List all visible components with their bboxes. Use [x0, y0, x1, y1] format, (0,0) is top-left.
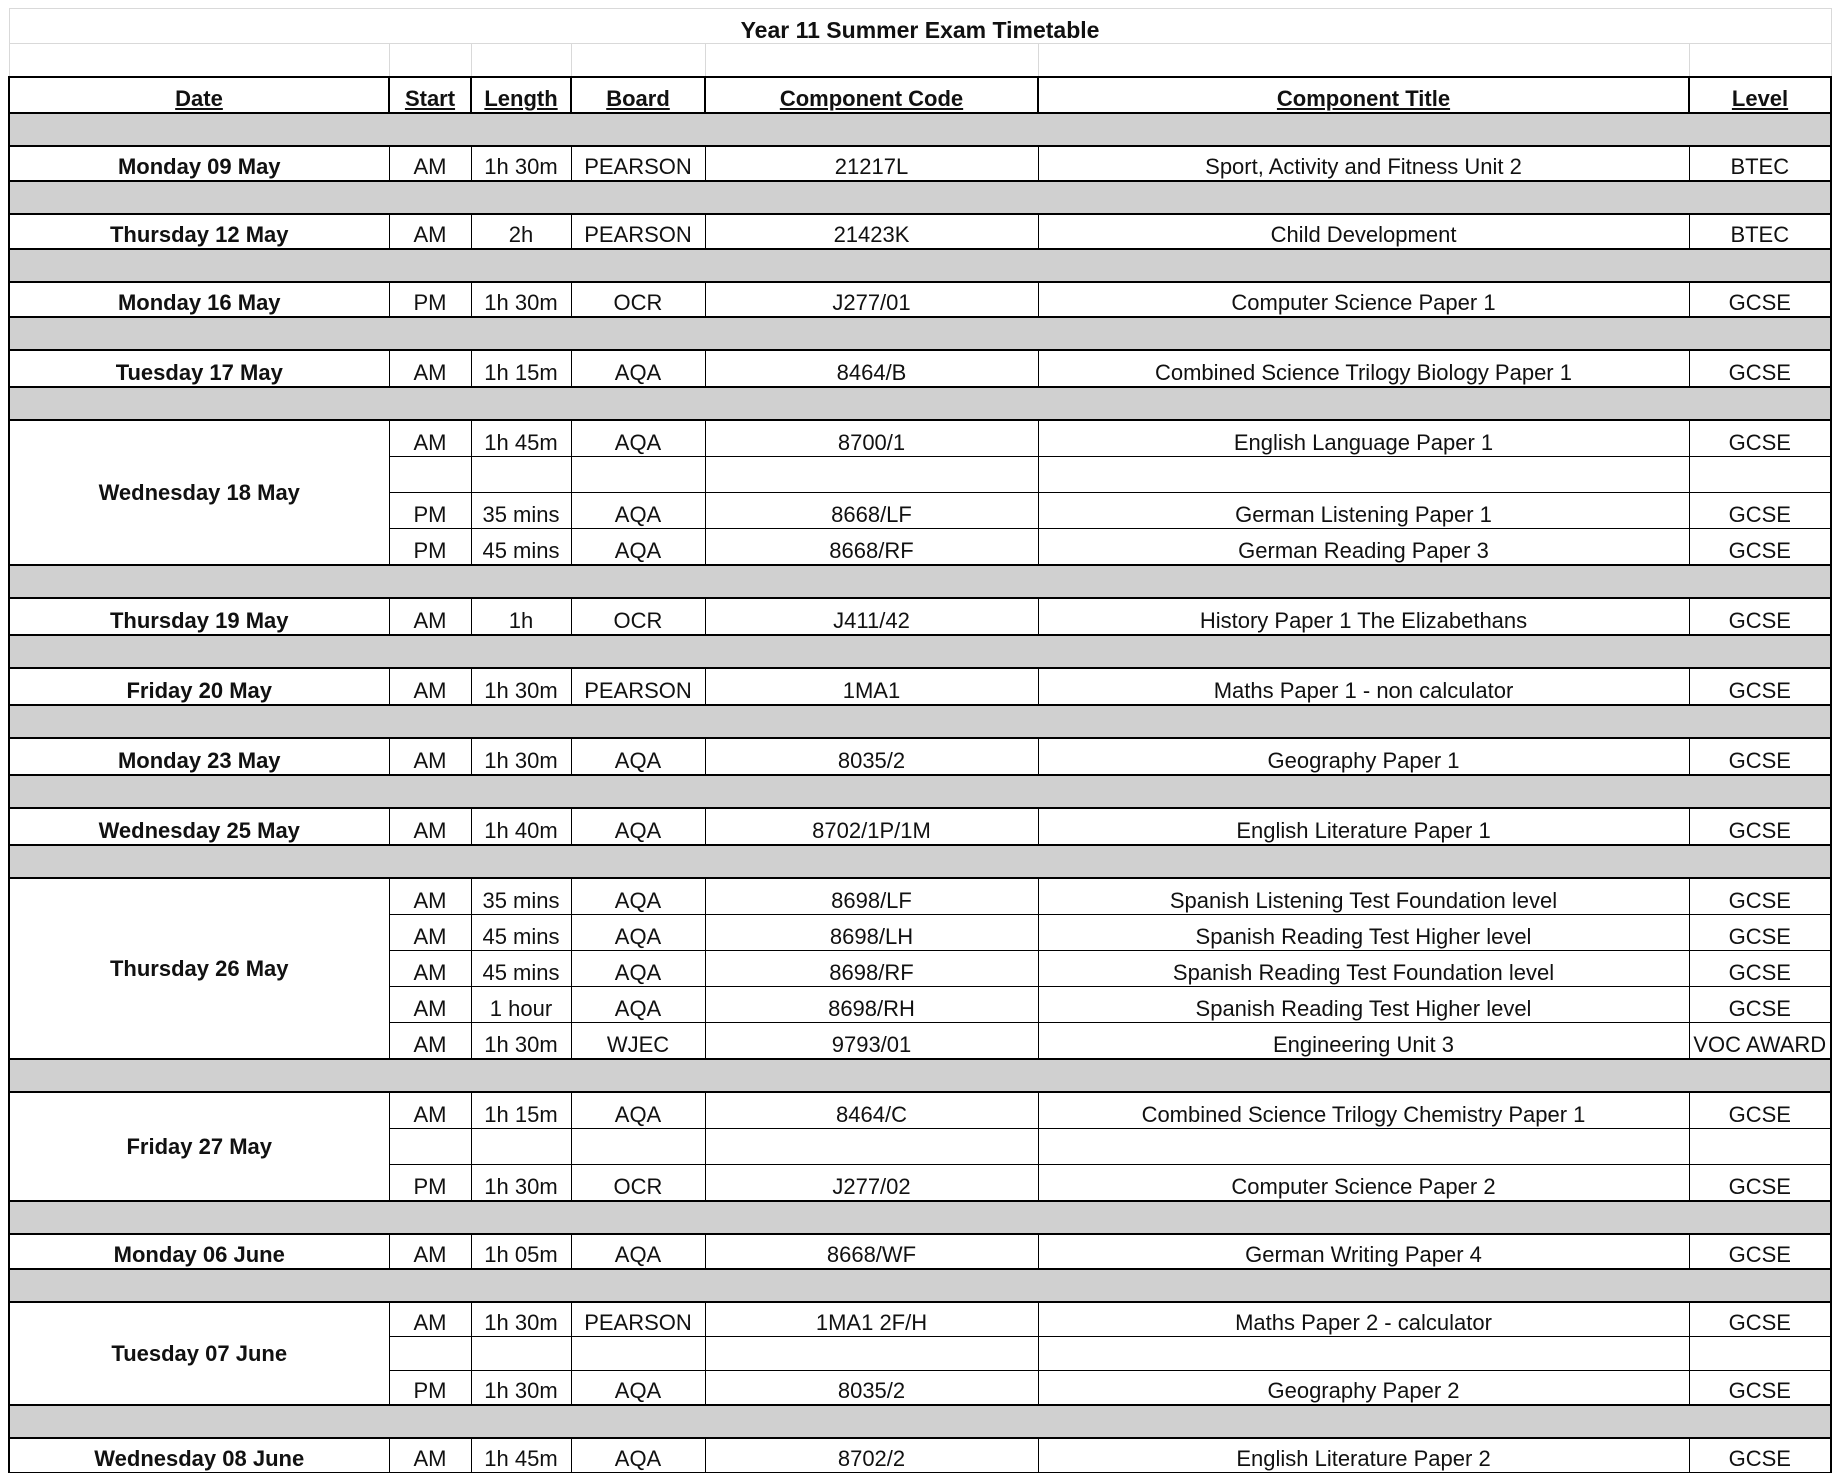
exam-row [9, 738, 1831, 775]
separator-row [9, 1269, 1831, 1302]
length-cell: 45 mins [471, 951, 571, 987]
header-row [9, 77, 1831, 113]
exam-row [9, 1234, 1831, 1269]
date-cell: Thursday 19 May [9, 598, 389, 635]
level-cell: GCSE [1689, 1234, 1831, 1269]
board-cell [571, 1129, 705, 1165]
length-cell: 1h 30m [471, 1371, 571, 1406]
component-code-cell: 8464/B [705, 350, 1038, 387]
level-cell: VOC AWARD [1689, 1023, 1831, 1060]
component-title-cell: Geography Paper 1 [1038, 738, 1689, 775]
level-cell: GCSE [1689, 1302, 1831, 1337]
length-cell [471, 1337, 571, 1371]
length-cell: 1 hour [471, 987, 571, 1023]
component-title-cell: Computer Science Paper 1 [1038, 282, 1689, 317]
board-cell: AQA [571, 529, 705, 566]
start-cell [389, 1129, 471, 1165]
board-cell: OCR [571, 1165, 705, 1202]
length-cell: 1h [471, 598, 571, 635]
date-cell: Tuesday 07 June [9, 1302, 389, 1405]
date-cell: Wednesday 18 May [9, 420, 389, 565]
level-cell [1689, 1337, 1831, 1371]
start-cell: AM [389, 1302, 471, 1337]
separator-row [9, 249, 1831, 282]
length-cell: 1h 05m [471, 1234, 571, 1269]
length-cell: 1h 40m [471, 808, 571, 845]
exam-row [9, 282, 1831, 317]
board-cell: WJEC [571, 1023, 705, 1060]
exam-row [9, 214, 1831, 249]
date-cell: Monday 16 May [9, 282, 389, 317]
board-cell: AQA [571, 1234, 705, 1269]
board-cell: AQA [571, 350, 705, 387]
start-cell: PM [389, 282, 471, 317]
component-code-cell: 8464/C [705, 1092, 1038, 1129]
date-cell: Friday 20 May [9, 668, 389, 705]
board-cell: AQA [571, 951, 705, 987]
start-cell: AM [389, 1438, 471, 1473]
start-cell: PM [389, 493, 471, 529]
component-code-cell: 8035/2 [705, 1371, 1038, 1406]
component-title-cell: Combined Science Trilogy Biology Paper 1 [1038, 350, 1689, 387]
level-cell: GCSE [1689, 493, 1831, 529]
component-title-cell [1038, 1337, 1689, 1371]
length-cell: 1h 45m [471, 1438, 571, 1473]
header-board: Board [571, 77, 705, 113]
board-cell: OCR [571, 598, 705, 635]
level-cell: BTEC [1689, 146, 1831, 181]
timetable-title: Year 11 Summer Exam Timetable [9, 9, 1831, 44]
level-cell [1689, 1129, 1831, 1165]
component-title-cell: Sport, Activity and Fitness Unit 2 [1038, 146, 1689, 181]
component-code-cell: 1MA1 2F/H [705, 1302, 1038, 1337]
board-cell: AQA [571, 1092, 705, 1129]
length-cell [471, 1129, 571, 1165]
board-cell: PEARSON [571, 214, 705, 249]
component-title-cell: English Literature Paper 1 [1038, 808, 1689, 845]
header-start: Start [389, 77, 471, 113]
separator-row [9, 635, 1831, 668]
component-title-cell: Maths Paper 1 - non calculator [1038, 668, 1689, 705]
component-title-cell: English Language Paper 1 [1038, 420, 1689, 457]
component-code-cell: J411/42 [705, 598, 1038, 635]
component-title-cell [1038, 1129, 1689, 1165]
length-cell: 45 mins [471, 529, 571, 566]
component-title-cell: German Listening Paper 1 [1038, 493, 1689, 529]
exam-row [9, 1092, 1831, 1129]
start-cell: AM [389, 420, 471, 457]
start-cell: AM [389, 878, 471, 915]
date-cell: Monday 06 June [9, 1234, 389, 1269]
blank-row [9, 44, 1831, 78]
date-cell: Friday 27 May [9, 1092, 389, 1201]
level-cell: GCSE [1689, 529, 1831, 566]
component-title-cell: Combined Science Trilogy Chemistry Paper 1 [1038, 1092, 1689, 1129]
level-cell: BTEC [1689, 214, 1831, 249]
board-cell [571, 1337, 705, 1371]
component-code-cell: 9793/01 [705, 1023, 1038, 1060]
board-cell: PEARSON [571, 1302, 705, 1337]
start-cell: AM [389, 987, 471, 1023]
component-code-cell: 21423K [705, 214, 1038, 249]
start-cell: AM [389, 808, 471, 845]
component-code-cell: 8702/1P/1M [705, 808, 1038, 845]
component-code-cell [705, 457, 1038, 493]
separator-row [9, 387, 1831, 420]
component-title-cell: History Paper 1 The Elizabethans [1038, 598, 1689, 635]
component-title-cell: Engineering Unit 3 [1038, 1023, 1689, 1060]
exam-row [9, 808, 1831, 845]
length-cell [471, 457, 571, 493]
start-cell: AM [389, 598, 471, 635]
length-cell: 1h 15m [471, 350, 571, 387]
component-code-cell: 1MA1 [705, 668, 1038, 705]
date-cell: Tuesday 17 May [9, 350, 389, 387]
component-code-cell: 8668/WF [705, 1234, 1038, 1269]
component-title-cell: Spanish Reading Test Higher level [1038, 987, 1689, 1023]
board-cell: OCR [571, 282, 705, 317]
length-cell: 1h 30m [471, 738, 571, 775]
start-cell [389, 1337, 471, 1371]
component-code-cell: 8698/LH [705, 915, 1038, 951]
exam-row [9, 878, 1831, 915]
start-cell: AM [389, 738, 471, 775]
component-title-cell: English Literature Paper 2 [1038, 1438, 1689, 1473]
exam-row [9, 598, 1831, 635]
header-component-code: Component Code [705, 77, 1038, 113]
exam-row [9, 146, 1831, 181]
board-cell: AQA [571, 915, 705, 951]
length-cell: 2h [471, 214, 571, 249]
component-code-cell [705, 1337, 1038, 1371]
level-cell: GCSE [1689, 1165, 1831, 1202]
separator-row [9, 1201, 1831, 1234]
length-cell: 1h 30m [471, 1165, 571, 1202]
board-cell: PEARSON [571, 668, 705, 705]
level-cell: GCSE [1689, 1371, 1831, 1406]
start-cell: PM [389, 1165, 471, 1202]
length-cell: 35 mins [471, 878, 571, 915]
exam-timetable [8, 8, 1832, 1473]
date-cell: Thursday 12 May [9, 214, 389, 249]
exam-row [9, 350, 1831, 387]
start-cell: AM [389, 1092, 471, 1129]
length-cell: 45 mins [471, 915, 571, 951]
level-cell [1689, 457, 1831, 493]
level-cell: GCSE [1689, 1438, 1831, 1473]
board-cell: AQA [571, 738, 705, 775]
separator-row [9, 317, 1831, 350]
length-cell: 35 mins [471, 493, 571, 529]
board-cell: PEARSON [571, 146, 705, 181]
date-cell: Wednesday 25 May [9, 808, 389, 845]
component-title-cell: Spanish Reading Test Higher level [1038, 915, 1689, 951]
level-cell: GCSE [1689, 598, 1831, 635]
level-cell: GCSE [1689, 1092, 1831, 1129]
component-code-cell [705, 1129, 1038, 1165]
component-title-cell: Computer Science Paper 2 [1038, 1165, 1689, 1202]
component-code-cell: 8668/RF [705, 529, 1038, 566]
component-title-cell: Child Development [1038, 214, 1689, 249]
level-cell: GCSE [1689, 915, 1831, 951]
component-code-cell: 8035/2 [705, 738, 1038, 775]
length-cell: 1h 30m [471, 282, 571, 317]
header-length: Length [471, 77, 571, 113]
component-code-cell: J277/01 [705, 282, 1038, 317]
level-cell: GCSE [1689, 668, 1831, 705]
start-cell: PM [389, 529, 471, 566]
component-code-cell: J277/02 [705, 1165, 1038, 1202]
component-title-cell: German Reading Paper 3 [1038, 529, 1689, 566]
level-cell: GCSE [1689, 878, 1831, 915]
exam-row [9, 1302, 1831, 1337]
component-title-cell: Maths Paper 2 - calculator [1038, 1302, 1689, 1337]
start-cell: AM [389, 214, 471, 249]
separator-row [9, 775, 1831, 808]
start-cell: AM [389, 1023, 471, 1060]
component-title-cell: Geography Paper 2 [1038, 1371, 1689, 1406]
board-cell: AQA [571, 808, 705, 845]
title-row [9, 9, 1831, 44]
component-code-cell: 8700/1 [705, 420, 1038, 457]
board-cell: AQA [571, 420, 705, 457]
exam-row [9, 1438, 1831, 1473]
separator-row [9, 181, 1831, 214]
level-cell: GCSE [1689, 808, 1831, 845]
component-code-cell: 21217L [705, 146, 1038, 181]
length-cell: 1h 45m [471, 420, 571, 457]
date-cell: Monday 09 May [9, 146, 389, 181]
start-cell: AM [389, 951, 471, 987]
component-code-cell: 8698/LF [705, 878, 1038, 915]
separator-row [9, 1405, 1831, 1438]
separator-row [9, 113, 1831, 146]
start-cell: AM [389, 350, 471, 387]
length-cell: 1h 30m [471, 146, 571, 181]
start-cell: AM [389, 1234, 471, 1269]
length-cell: 1h 30m [471, 668, 571, 705]
component-title-cell: Spanish Listening Test Foundation level [1038, 878, 1689, 915]
separator-row [9, 705, 1831, 738]
separator-row [9, 565, 1831, 598]
component-code-cell: 8698/RF [705, 951, 1038, 987]
level-cell: GCSE [1689, 350, 1831, 387]
separator-row [9, 1059, 1831, 1092]
date-cell: Wednesday 08 June [9, 1438, 389, 1473]
component-title-cell: German Writing Paper 4 [1038, 1234, 1689, 1269]
exam-row [9, 668, 1831, 705]
board-cell: AQA [571, 878, 705, 915]
length-cell: 1h 15m [471, 1092, 571, 1129]
start-cell: AM [389, 668, 471, 705]
header-level: Level [1689, 77, 1831, 113]
level-cell: GCSE [1689, 282, 1831, 317]
board-cell: AQA [571, 987, 705, 1023]
component-title-cell [1038, 457, 1689, 493]
header-date: Date [9, 77, 389, 113]
date-cell: Thursday 26 May [9, 878, 389, 1059]
component-title-cell: Spanish Reading Test Foundation level [1038, 951, 1689, 987]
board-cell: AQA [571, 493, 705, 529]
level-cell: GCSE [1689, 951, 1831, 987]
header-component-title: Component Title [1038, 77, 1689, 113]
component-code-cell: 8702/2 [705, 1438, 1038, 1473]
start-cell: AM [389, 146, 471, 181]
separator-row [9, 845, 1831, 878]
exam-row [9, 420, 1831, 457]
start-cell: AM [389, 915, 471, 951]
length-cell: 1h 30m [471, 1023, 571, 1060]
start-cell: PM [389, 1371, 471, 1406]
component-code-cell: 8668/LF [705, 493, 1038, 529]
level-cell: GCSE [1689, 738, 1831, 775]
start-cell [389, 457, 471, 493]
component-code-cell: 8698/RH [705, 987, 1038, 1023]
length-cell: 1h 30m [471, 1302, 571, 1337]
board-cell [571, 457, 705, 493]
date-cell: Monday 23 May [9, 738, 389, 775]
board-cell: AQA [571, 1371, 705, 1406]
level-cell: GCSE [1689, 420, 1831, 457]
level-cell: GCSE [1689, 987, 1831, 1023]
board-cell: AQA [571, 1438, 705, 1473]
